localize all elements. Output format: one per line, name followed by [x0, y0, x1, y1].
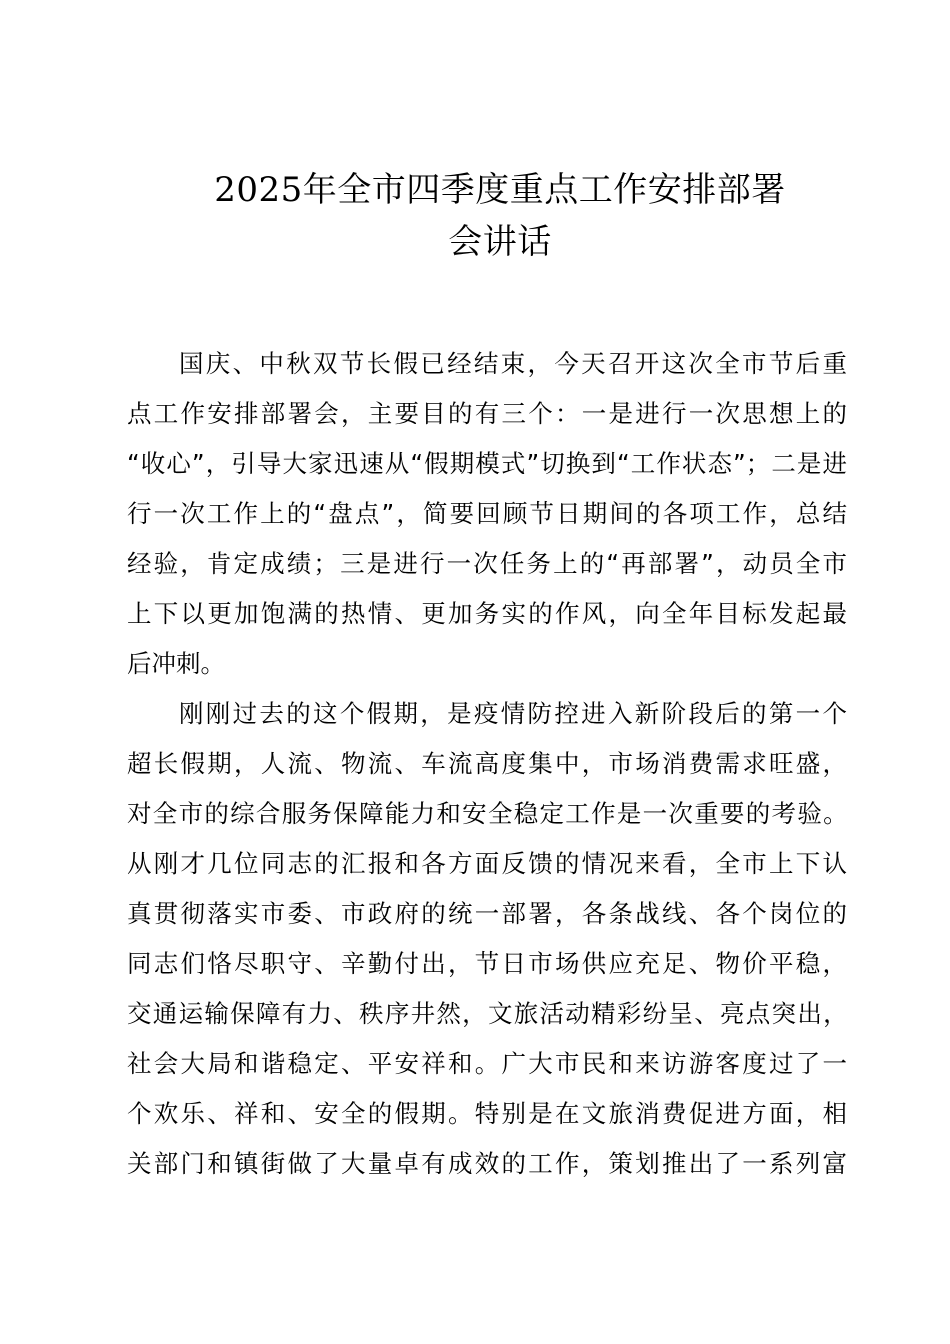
text-line: 点工作安排部署会，主要目的有三个：一是进行一次思想上的 [127, 399, 847, 428]
text-line: 社会大局和谐稳定、平安祥和。广大市民和来访游客度过了一 [127, 1049, 847, 1078]
text-line: 行一次工作上的“盘点”，简要回顾节日期间的各项工作，总结 [127, 499, 847, 528]
document-title [150, 164, 850, 268]
paragraph-1 [127, 339, 847, 689]
text-line: 国庆、中秋双节长假已经结束，今天召开这次全市节后重 [179, 349, 847, 378]
text-line: 从刚才几位同志的汇报和各方面反馈的情况来看，全市上下认 [127, 849, 847, 878]
text-line: 对全市的综合服务保障能力和安全稳定工作是一次重要的考验。 [127, 799, 847, 828]
title-line-1: 2025年全市四季度重点工作安排部署 [214, 170, 786, 210]
text-line: 交通运输保障有力、秩序井然，文旅活动精彩纷呈、亮点突出， [127, 999, 847, 1028]
text-line: 关部门和镇街做了大量卓有成效的工作，策划推出了一系列富 [127, 1149, 847, 1178]
text-line: “收心”，引导大家迅速从“假期模式”切换到“工作状态”；二是进 [127, 449, 847, 478]
text-line: 真贯彻落实市委、市政府的统一部署，各条战线、各个岗位的 [127, 899, 847, 928]
text-line: 上下以更加饱满的热情、更加务实的作风，向全年目标发起最 [127, 599, 847, 628]
title-line-2: 会讲话 [448, 222, 552, 262]
text-line: 超长假期，人流、物流、车流高度集中，市场消费需求旺盛， [127, 749, 847, 778]
text-line: 同志们恪尽职守、辛勤付出，节日市场供应充足、物价平稳， [127, 949, 847, 978]
text-line: 后冲刺。 [127, 649, 225, 678]
text-line: 经验，肯定成绩；三是进行一次任务上的“再部署”，动员全市 [127, 549, 847, 578]
text-line: 个欢乐、祥和、安全的假期。特别是在文旅消费促进方面，相 [127, 1099, 847, 1128]
document-body [127, 339, 847, 1189]
paragraph-2 [127, 689, 847, 1189]
text-line: 刚刚过去的这个假期，是疫情防控进入新阶段后的第一个 [179, 699, 847, 728]
